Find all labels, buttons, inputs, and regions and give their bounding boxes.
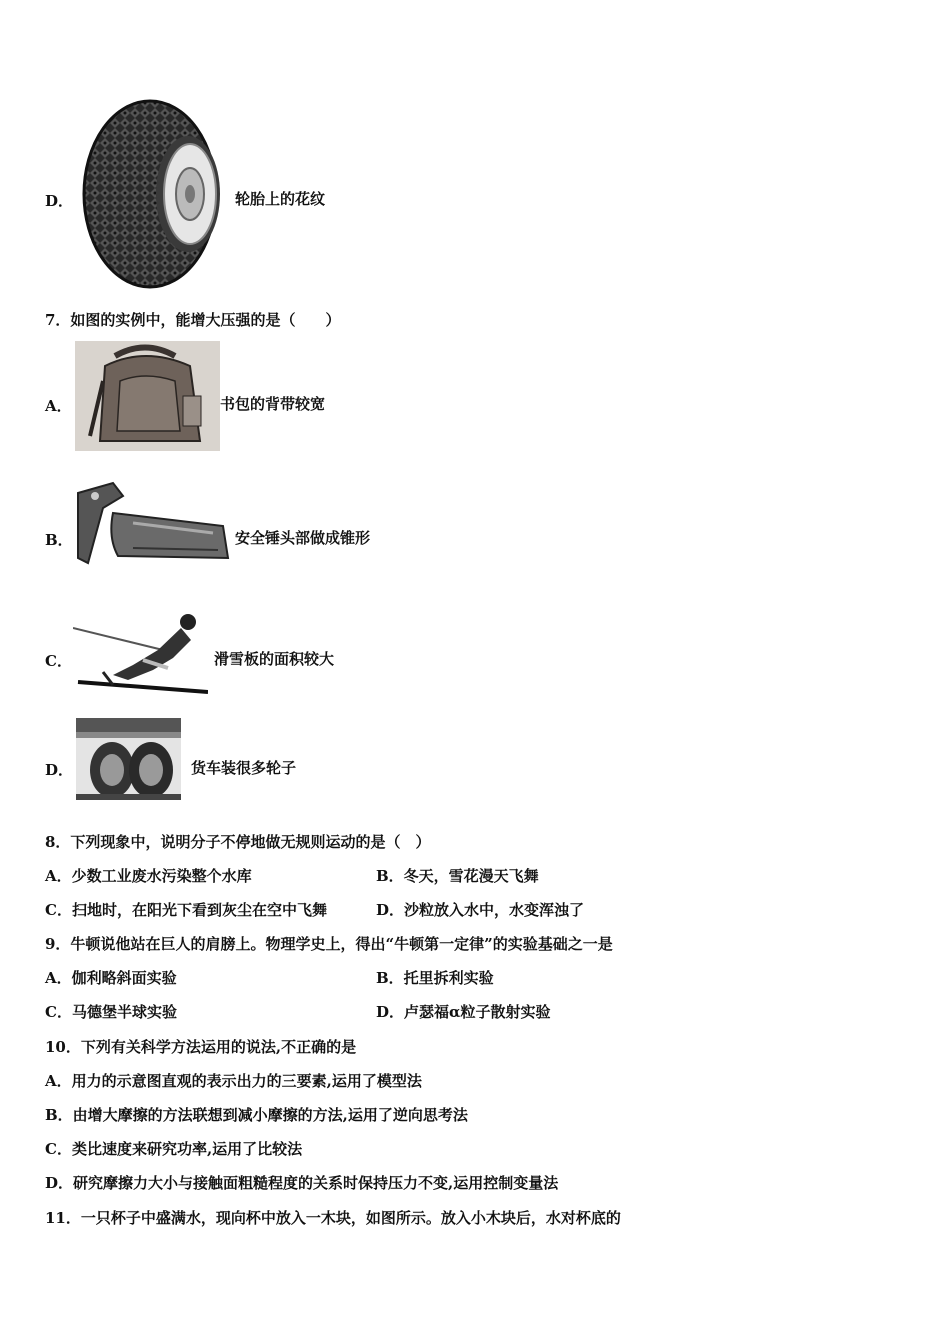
truck-wheels-icon — [76, 718, 181, 800]
q8-option-d: D．沙粒放入水中，水变浑浊了 — [376, 901, 585, 919]
tire-icon — [80, 98, 222, 290]
q8-stem: 8．下列现象中，说明分子不停地做无规则运动的是（ ） — [45, 833, 431, 851]
q7-option-a-label: A． — [45, 397, 72, 415]
q7-option-d-label: D． — [45, 761, 74, 779]
q7-stem: 7．如图的实例中，能增大压强的是（ ） — [45, 311, 341, 329]
q10-stem: 10．下列有关科学方法运用的说法,不正确的是 — [45, 1038, 357, 1056]
q8-option-c: C．扫地时，在阳光下看到灰尘在空中飞舞 — [45, 901, 327, 919]
q7-option-c-text: 滑雪板的面积较大 — [214, 650, 335, 668]
backpack-icon — [75, 341, 220, 451]
q7-option-b-label: B． — [45, 531, 73, 549]
q10-option-c: C．类比速度来研究功率,运用了比较法 — [45, 1140, 303, 1158]
q11-stem: 11．一只杯子中盛满水，现向杯中放入一木块，如图所示。放入小木块后，水对杯底的 — [45, 1209, 621, 1227]
q9-option-d: D．卢瑟福α粒子散射实验 — [376, 1003, 551, 1021]
q7-option-c-label: C． — [45, 652, 72, 670]
q8-option-b: B．冬天，雪花漫天飞舞 — [376, 867, 539, 885]
q10-option-a: A．用力的示意图直观的表示出力的三要素,运用了模型法 — [45, 1072, 422, 1090]
q9-option-a: A．伽利略斜面实验 — [45, 969, 177, 987]
q9-option-c: C．马德堡半球实验 — [45, 1003, 177, 1021]
q8-option-a: A．少数工业废水污染整个水库 — [45, 867, 252, 885]
q9-stem: 9．牛顿说他站在巨人的肩膀上。物理学史上，得出“牛顿第一定律”的实验基础之一是 — [45, 935, 613, 953]
q7-option-d-text: 货车装很多轮子 — [191, 759, 297, 777]
q9-option-b: B．托里拆利实验 — [376, 969, 494, 987]
q10-option-d: D．研究摩擦力大小与接触面粗糙程度的关系时保持压力不变,运用控制变量法 — [45, 1174, 559, 1192]
skier-icon — [73, 610, 208, 696]
q6-option-d-text: 轮胎上的花纹 — [235, 190, 326, 208]
q10-option-b: B．由增大摩擦的方法联想到减小摩擦的方法,运用了逆向思考法 — [45, 1106, 468, 1124]
safety-hammer-icon — [73, 478, 230, 570]
q6-option-d-label: D． — [45, 192, 74, 210]
q7-option-a-text: 书包的背带较宽 — [220, 395, 326, 413]
q7-option-b-text: 安全锤头部做成锥形 — [235, 529, 371, 547]
